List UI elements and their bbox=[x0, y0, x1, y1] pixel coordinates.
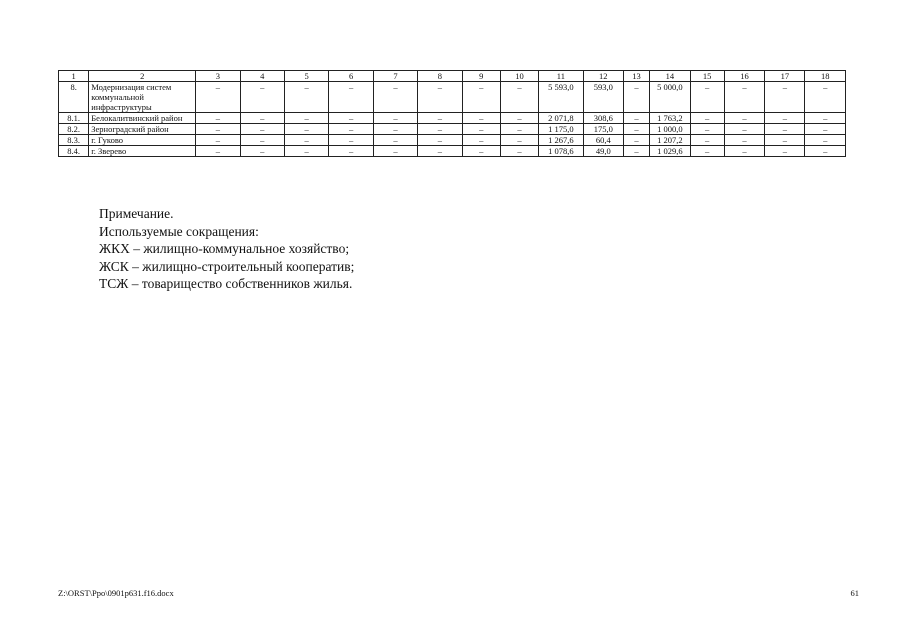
row-name: Зерноградский район bbox=[89, 124, 196, 135]
table-cell: – bbox=[690, 82, 724, 113]
table-cell: – bbox=[284, 82, 328, 113]
table-cell: – bbox=[196, 82, 240, 113]
table-cell: – bbox=[196, 124, 240, 135]
column-number: 15 bbox=[690, 71, 724, 82]
table-cell: 2 071,8 bbox=[539, 113, 583, 124]
table-cell: – bbox=[623, 124, 649, 135]
row-name: г. Зверево bbox=[89, 146, 196, 157]
table-cell: – bbox=[500, 113, 538, 124]
table-cell: – bbox=[724, 146, 764, 157]
table-cell: – bbox=[765, 82, 805, 113]
row-index: 8.4. bbox=[59, 146, 89, 157]
column-number: 9 bbox=[462, 71, 500, 82]
note-title: Примечание. bbox=[99, 206, 174, 221]
table-cell: – bbox=[329, 82, 373, 113]
table-cell: 5 593,0 bbox=[539, 82, 583, 113]
column-number: 7 bbox=[373, 71, 417, 82]
table-cell: – bbox=[196, 146, 240, 157]
table-cell: – bbox=[623, 113, 649, 124]
table-cell: – bbox=[623, 82, 649, 113]
table-cell: – bbox=[805, 135, 846, 146]
table-cell: 5 000,0 bbox=[650, 82, 690, 113]
table-cell: – bbox=[500, 124, 538, 135]
row-name: г. Гуково bbox=[89, 135, 196, 146]
table-cell: – bbox=[240, 113, 284, 124]
table-cell: – bbox=[329, 135, 373, 146]
table-cell: – bbox=[805, 113, 846, 124]
table-cell: – bbox=[418, 135, 462, 146]
column-number: 18 bbox=[805, 71, 846, 82]
table-cell: – bbox=[329, 124, 373, 135]
column-number: 3 bbox=[196, 71, 240, 82]
table-cell: – bbox=[462, 82, 500, 113]
table-cell: – bbox=[623, 146, 649, 157]
table-cell: 1 175,0 bbox=[539, 124, 583, 135]
table-row bbox=[59, 113, 846, 124]
table-cell: – bbox=[240, 124, 284, 135]
table-cell: 1 078,6 bbox=[539, 146, 583, 157]
column-number: 14 bbox=[650, 71, 690, 82]
table-cell: – bbox=[240, 135, 284, 146]
row-name: Белокалитвинский район bbox=[89, 113, 196, 124]
row-index: 8. bbox=[59, 82, 89, 113]
column-number: 2 bbox=[89, 71, 196, 82]
table-row bbox=[59, 135, 846, 146]
table-cell: – bbox=[765, 146, 805, 157]
table-cell: – bbox=[196, 113, 240, 124]
table-cell: – bbox=[462, 135, 500, 146]
table-cell: – bbox=[765, 113, 805, 124]
table-cell: – bbox=[690, 146, 724, 157]
table-cell: – bbox=[329, 113, 373, 124]
column-number: 1 bbox=[59, 71, 89, 82]
table-cell: 1 763,2 bbox=[650, 113, 690, 124]
table-cell: – bbox=[724, 113, 764, 124]
table-cell: – bbox=[805, 124, 846, 135]
column-number: 10 bbox=[500, 71, 538, 82]
row-name: Модернизация систем коммунальной инфраструктуры bbox=[89, 82, 196, 113]
row-index: 8.3. bbox=[59, 135, 89, 146]
table-cell: – bbox=[240, 146, 284, 157]
footer-file-path: Z:\ORST\Ppo\0901p631.f16.docx bbox=[58, 588, 174, 598]
table-cell: – bbox=[373, 82, 417, 113]
table-cell: – bbox=[418, 82, 462, 113]
table-cell: – bbox=[418, 124, 462, 135]
table-cell: – bbox=[284, 113, 328, 124]
table-cell: – bbox=[284, 135, 328, 146]
table-cell: 1 000,0 bbox=[650, 124, 690, 135]
table-cell: 49,0 bbox=[583, 146, 623, 157]
table-cell: – bbox=[462, 113, 500, 124]
table-cell: – bbox=[690, 124, 724, 135]
column-number: 17 bbox=[765, 71, 805, 82]
table-cell: 593,0 bbox=[583, 82, 623, 113]
table-cell: – bbox=[724, 135, 764, 146]
table-cell: – bbox=[623, 135, 649, 146]
column-number: 4 bbox=[240, 71, 284, 82]
table-cell: – bbox=[284, 146, 328, 157]
table-cell: – bbox=[500, 82, 538, 113]
column-number: 13 bbox=[623, 71, 649, 82]
table-cell: – bbox=[805, 146, 846, 157]
column-number: 6 bbox=[329, 71, 373, 82]
table-row bbox=[59, 82, 846, 113]
data-table bbox=[58, 70, 846, 157]
table-cell: – bbox=[373, 113, 417, 124]
table-cell: – bbox=[329, 146, 373, 157]
table-cell: 175,0 bbox=[583, 124, 623, 135]
table-cell: 308,6 bbox=[583, 113, 623, 124]
page-number: 61 bbox=[850, 588, 859, 598]
table-cell: – bbox=[724, 124, 764, 135]
table-cell: – bbox=[418, 113, 462, 124]
table-cell: – bbox=[690, 113, 724, 124]
column-number: 11 bbox=[539, 71, 583, 82]
table-cell: – bbox=[500, 135, 538, 146]
table-cell: 60,4 bbox=[583, 135, 623, 146]
table-cell: – bbox=[284, 124, 328, 135]
table-cell: – bbox=[240, 82, 284, 113]
table-cell: – bbox=[373, 146, 417, 157]
table-cell: – bbox=[805, 82, 846, 113]
table-row bbox=[59, 146, 846, 157]
table-row bbox=[59, 124, 846, 135]
table-cell: – bbox=[690, 135, 724, 146]
column-number: 8 bbox=[418, 71, 462, 82]
table-cell: – bbox=[196, 135, 240, 146]
table-cell: – bbox=[373, 135, 417, 146]
column-number: 5 bbox=[284, 71, 328, 82]
table-cell: 1 267,6 bbox=[539, 135, 583, 146]
column-number: 16 bbox=[724, 71, 764, 82]
table-cell: – bbox=[373, 124, 417, 135]
note-abbrev-tszh: ТСЖ – товарищество собственников жилья. bbox=[99, 276, 353, 292]
table-cell: – bbox=[418, 146, 462, 157]
note-abbrev-zhkh: ЖКХ – жилищно-коммунальное хозяйство; bbox=[99, 241, 350, 257]
note-abbrev-intro: Используемые сокращения: bbox=[99, 223, 259, 239]
table-cell: – bbox=[765, 124, 805, 135]
table-cell: – bbox=[462, 146, 500, 157]
table-cell: – bbox=[462, 124, 500, 135]
table-cell: 1 207,2 bbox=[650, 135, 690, 146]
table-cell: – bbox=[724, 82, 764, 113]
column-number: 12 bbox=[583, 71, 623, 82]
table-cell: 1 029,6 bbox=[650, 146, 690, 157]
table-header-row bbox=[59, 71, 846, 82]
note-abbrev-zhsk: ЖСК – жилищно-строительный кооператив; bbox=[99, 258, 355, 274]
table-cell: – bbox=[500, 146, 538, 157]
row-index: 8.1. bbox=[59, 113, 89, 124]
notes-block bbox=[99, 205, 354, 293]
table-cell: – bbox=[765, 135, 805, 146]
row-index: 8.2. bbox=[59, 124, 89, 135]
